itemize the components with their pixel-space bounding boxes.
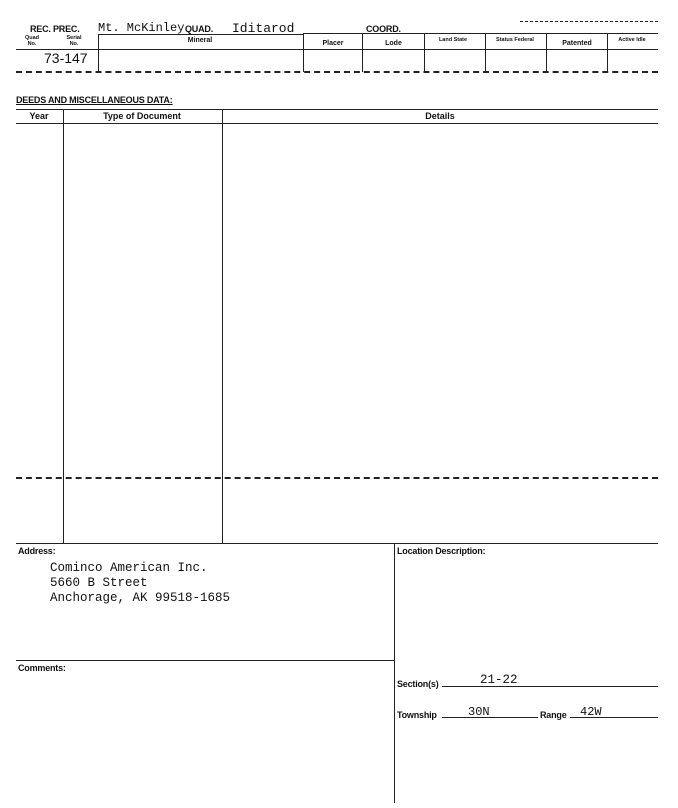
address-line-3: Anchorage, AK 99518-1685 — [50, 591, 231, 605]
rec-prec-label: REC. PREC. — [30, 24, 80, 34]
coord-label: COORD. — [366, 24, 401, 34]
deeds-top-rule — [16, 109, 658, 110]
range-value: 42W — [580, 705, 602, 719]
col-status-federal: Status Federal — [496, 37, 534, 43]
header-rule — [16, 49, 658, 50]
address-label: Address: — [18, 546, 56, 556]
col-details: Details — [425, 111, 455, 121]
quad-no-value: 73-147 — [44, 50, 88, 66]
col-lode: Lode — [385, 40, 402, 47]
address-line-2: 5660 B Street — [50, 576, 148, 590]
township-label: Township — [397, 710, 437, 720]
township-underline — [442, 717, 538, 718]
sep-active — [607, 34, 608, 72]
sep-land — [424, 34, 425, 72]
sep-placer — [303, 34, 304, 72]
sep-mineral — [98, 34, 99, 72]
township-value: 30N — [468, 705, 490, 719]
quad-label: QUAD. — [185, 24, 213, 34]
deeds-header-rule — [16, 123, 658, 124]
deeds-title: DEEDS AND MISCELLANEOUS DATA: — [16, 95, 173, 105]
col-quad-no: Quad No. — [24, 35, 40, 47]
coord-underline — [303, 33, 658, 34]
quad-underline — [98, 34, 303, 35]
quad-value: Iditarod — [232, 21, 295, 36]
range-label: Range — [540, 710, 567, 720]
address-line-1: Cominco American Inc. — [50, 561, 208, 575]
sep-federal — [485, 34, 486, 72]
lower-col-sep — [394, 543, 395, 803]
deeds-bottom-rule — [16, 543, 658, 544]
location-label: Location Description: — [397, 546, 486, 556]
comments-rule — [16, 660, 394, 661]
col-year: Year — [29, 111, 49, 121]
col-serial-no: Serial No. — [66, 35, 82, 47]
header-bottom-dash — [16, 71, 658, 73]
col-mineral: Mineral — [187, 37, 213, 44]
col-placer: Placer — [322, 40, 344, 47]
deeds-dash — [16, 477, 658, 479]
col-land-status: Land State — [438, 37, 468, 43]
sections-label: Section(s) — [397, 679, 439, 689]
sections-underline — [442, 686, 658, 687]
col-active-idle: Active Idle — [618, 37, 646, 43]
col-type: Type of Document — [103, 111, 181, 121]
comments-label: Comments: — [18, 663, 66, 673]
col-patented: Patented — [562, 40, 592, 47]
sep-patented — [546, 34, 547, 72]
sections-value: 21-22 — [480, 673, 518, 687]
sep-lode — [362, 34, 363, 72]
coord-dash — [520, 21, 658, 22]
quad-name: Mt. McKinley — [98, 21, 185, 35]
